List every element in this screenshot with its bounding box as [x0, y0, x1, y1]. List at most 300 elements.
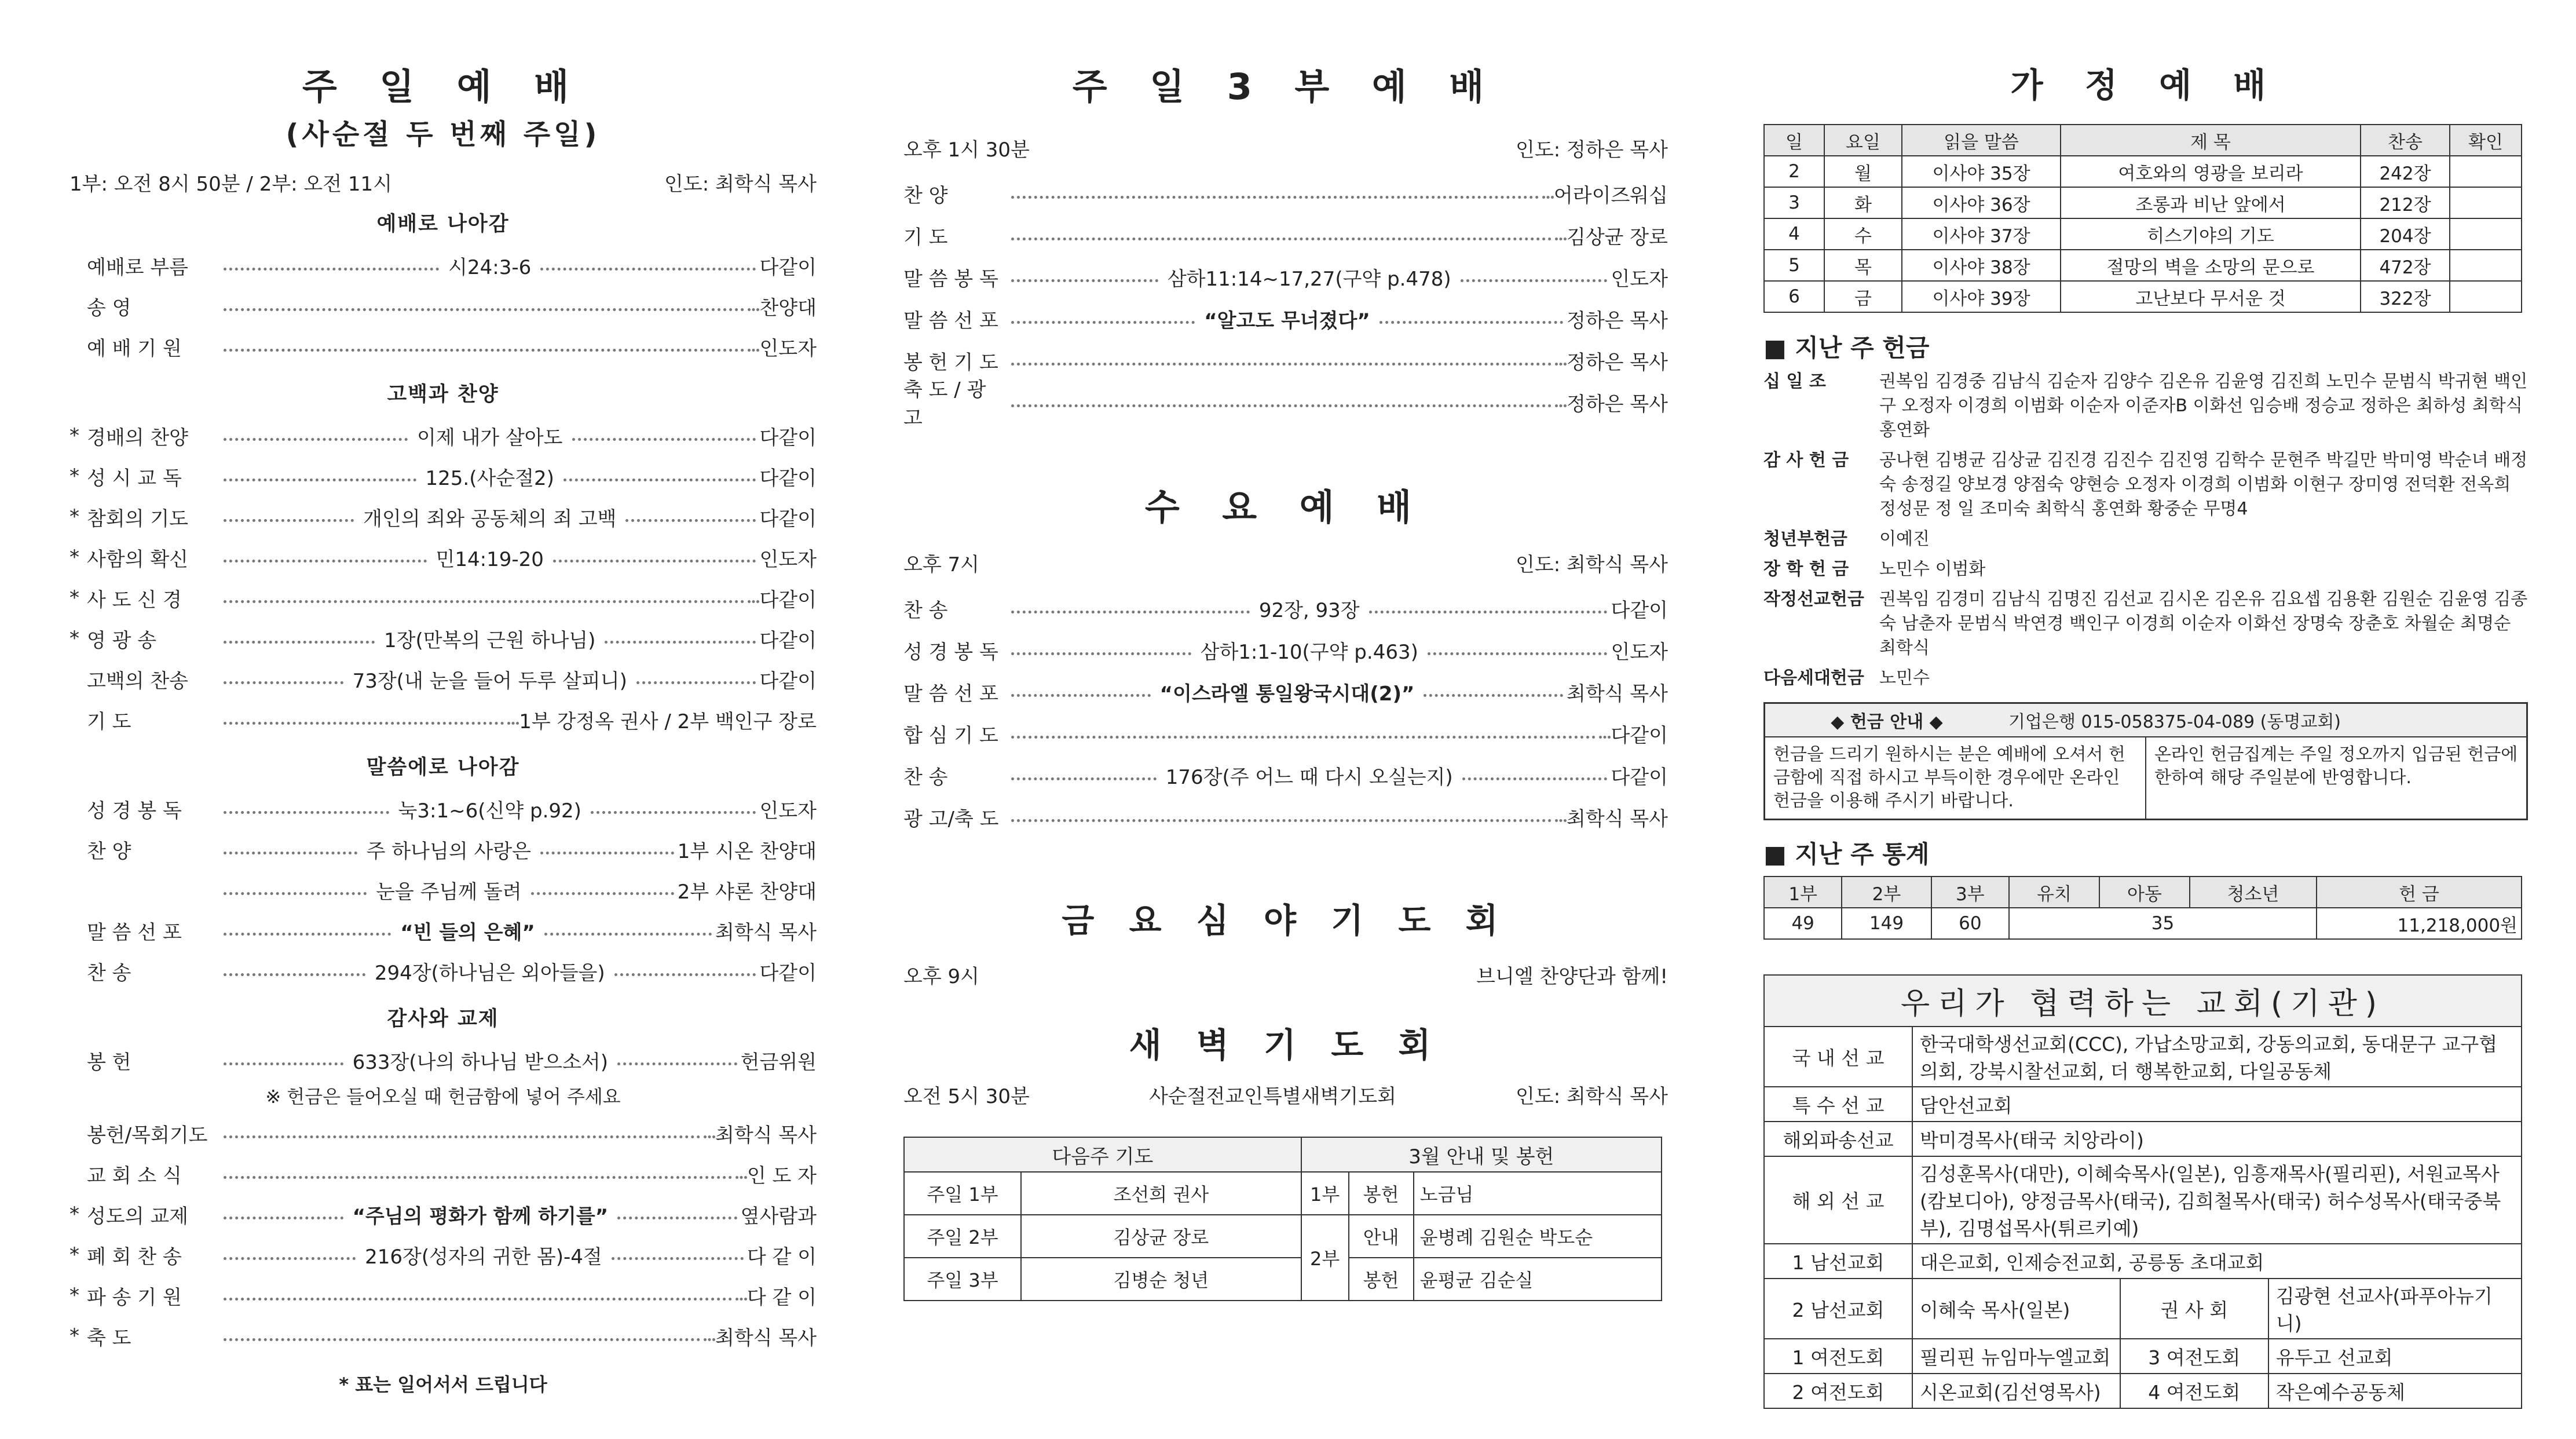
table-row: [1764, 1087, 2522, 1122]
friday-meta: [903, 960, 1668, 989]
order-item: [903, 173, 1668, 214]
family-worship-table: [1763, 124, 2522, 313]
order-item-person: 2부 샤론 찬양대: [677, 880, 817, 904]
order-item-person: 인도자: [1611, 267, 1668, 291]
order-item-person: 다같이: [759, 255, 817, 279]
dot-leader: [220, 1241, 747, 1269]
table-cell: 322장: [2361, 281, 2450, 312]
dot-leader: [220, 422, 759, 450]
order-item-content: 1장(만복의 근원 하나님): [384, 629, 596, 652]
order-item-label: 말 씀 봉 독: [903, 267, 998, 291]
standing-mark: *: [69, 1324, 79, 1347]
offering-names: 이예진: [1879, 529, 1930, 549]
sunday-service-column: [69, 0, 817, 1439]
partner-list: 한국대학생선교회(CCC), 가납소망교회, 강동의교회, 동대문구 교구협의회, 강북시찰선교회, 더 행복한교회, 다일공동체: [1912, 1027, 2522, 1087]
offering-type: 작정선교헌금: [1763, 589, 1864, 609]
offering-names: 권복임 김경미 김남식 김명진 김선교 김시온 김온유 김요셉 김용환 김원순 김윤영 김종숙 남춘자 문범식 박연경 백인구 이경희 이순자 이화선 장명숙 장춘호 차월순 최명순 최학식: [1879, 589, 2528, 658]
table-cell: 242장: [2361, 156, 2450, 187]
offerings-heading: ■ 지난 주 헌금: [1763, 334, 1930, 362]
order-item-person: 다같이: [1611, 765, 1668, 789]
order-item-label: 참회의 기도: [87, 507, 189, 531]
order-item-content: 125.(사순절2): [425, 466, 554, 490]
offering-group: [1763, 527, 2528, 552]
stats-header-cell: 청소년: [2190, 876, 2317, 908]
order-item-person: 옆사람과: [740, 1204, 817, 1228]
order-item-person: 다같이: [759, 629, 817, 652]
order-item-person: 인도자: [1611, 640, 1668, 664]
wednesday-time: 오후 7시: [903, 553, 979, 576]
order-item: [903, 713, 1668, 754]
section-heading-word: 말씀에로 나아감: [366, 756, 520, 779]
partner-category: 4 여전도회: [2120, 1374, 2268, 1408]
table-cell: [2450, 250, 2522, 281]
stats-header-cell: 유치: [2009, 876, 2099, 908]
table-row: [1764, 1339, 2522, 1374]
sunday-meta: [69, 168, 817, 196]
order-item-person: 1부 시온 찬양대: [677, 839, 817, 863]
section-heading-confession: 고백과 찬양: [387, 383, 499, 406]
order-item: [69, 286, 817, 326]
order-item: [69, 496, 817, 537]
order-item-label: 성 경 봉 독: [903, 640, 998, 664]
order-item-label: 고백의 찬송: [87, 669, 189, 693]
order-item-content: “이스라엘 통일왕국시대(2)”: [1159, 682, 1415, 706]
dot-leader: [1008, 732, 1611, 735]
order-item-person: 다같이: [759, 588, 817, 612]
order-item-label: 성도의 교제: [87, 1204, 189, 1228]
dawn-prayer-title: 새 벽 기 도 회: [1129, 1025, 1443, 1065]
order-item-label: 찬 송: [903, 765, 948, 789]
order-item: [69, 870, 817, 910]
partner-category: 1 여전도회: [1764, 1339, 1912, 1374]
col-day: 일: [1764, 125, 1824, 156]
order-item-person: 김상균 장로: [1566, 225, 1668, 249]
table-row: [1764, 281, 2522, 312]
offering-names: 공나현 김병균 김상균 김진경 김진수 김진영 김학수 문현주 박길만 박미영 박순녀 배정숙 송정길 양보경 양점숙 양현승 오정자 이경희 이범화 이현구 장미영 전덕환 전옥희 정성문 정 일 조미숙 최학식 홍연화 황중순 무명4: [1879, 450, 2528, 519]
order-item-content: 민14:19-20: [436, 547, 544, 571]
standing-mark: *: [69, 1284, 79, 1307]
table-row: [1764, 1244, 2522, 1279]
order-item-person: 다같이: [1611, 724, 1668, 747]
stats-value-cell: 60: [1931, 908, 2009, 939]
offering-note: ※ 헌금은 들어오실 때 헌금함에 넣어 주세요: [265, 1086, 621, 1108]
partner-category: 2 남선교회: [1764, 1279, 1912, 1339]
offering-guide-header: [1765, 704, 2526, 737]
order-item-content: 633장(나의 하나님 받으소서): [352, 1050, 609, 1074]
order-item-label: 예 배 기 원: [87, 337, 182, 360]
dot-leader: [1008, 263, 1611, 291]
order-item: [69, 951, 817, 991]
order-list-approach: [69, 245, 817, 367]
table-cell: 고난보다 무서운 것: [2061, 281, 2361, 312]
order-item-label: 예배로 부름: [87, 255, 189, 279]
order-item-person: 다 같 이: [747, 1285, 817, 1309]
prayer-table-header: [904, 1137, 1662, 1172]
order-item-person: 1부 강정옥 권사 / 2부 백인구 장로: [519, 710, 817, 733]
order-item-content: 92장, 93장: [1258, 598, 1360, 622]
dawn-leader: 인도: 최학식 목사: [1516, 1085, 1668, 1108]
order-item-content: 294장(하나님은 외아들을): [374, 961, 605, 985]
standing-mark: *: [69, 1203, 79, 1226]
standing-mark: *: [69, 465, 79, 488]
order-item-label: 봉헌/목회기도: [87, 1123, 208, 1147]
order-item-content: 삼하1:1-10(구약 p.463): [1200, 640, 1418, 664]
offering-group: [1763, 587, 2528, 660]
dot-leader: [1008, 401, 1567, 404]
wednesday-leader: 인도: 최학식 목사: [1516, 553, 1668, 576]
standing-mark: *: [69, 627, 79, 650]
order-item: [903, 214, 1668, 256]
info-column: [1763, 0, 2528, 1439]
order-item: [69, 537, 817, 578]
dot-leader: [1008, 678, 1567, 706]
offering-names: 노민수 이범화: [1879, 559, 1986, 579]
dot-leader: [1008, 305, 1567, 333]
order-item: [903, 339, 1668, 381]
order-item-person: 정하은 목사: [1566, 309, 1668, 333]
table-cell: 2: [1764, 156, 1824, 187]
order-item: [69, 456, 817, 496]
col-title: 제 목: [2061, 125, 2361, 156]
table-cell: 4: [1764, 218, 1824, 250]
order-item-person: 찬양대: [759, 296, 817, 320]
table-row: [904, 1215, 1662, 1258]
order-item-person: 다 같 이: [747, 1245, 817, 1269]
order-item: [69, 1040, 817, 1080]
col-check: 확인: [2450, 125, 2522, 156]
order-item-label: 찬 송: [87, 961, 131, 985]
partner-list: 유두고 선교회: [2268, 1339, 2522, 1374]
order-item-label: 말 씀 선 포: [903, 309, 998, 333]
order-item-label: 경배의 찬양: [87, 426, 189, 450]
order-item: [69, 415, 817, 456]
order-item: [69, 910, 817, 951]
dot-leader: [1008, 761, 1611, 790]
table-cell: 히스기야의 기도: [2061, 218, 2361, 250]
table-row: [1764, 1027, 2522, 1087]
col-hymn: 찬송: [2361, 125, 2450, 156]
order-item-label: 찬 송: [903, 598, 948, 622]
table-cell: 절망의 벽을 소망의 문으로: [2061, 250, 2361, 281]
stats-header-cell: 3부: [1931, 876, 2009, 908]
partner-category: 해 외 선 교: [1764, 1156, 1912, 1244]
order-item-label: 교 회 소 식: [87, 1164, 182, 1188]
offering-guide-right: 온라인 헌금집계는 주일 정오까지 입금된 헌금에 한하여 해당 주일분에 반영합니다.: [2154, 744, 2518, 788]
order-item-person: 최학식 목사: [715, 921, 817, 944]
order-item-person: 인도자: [759, 337, 817, 360]
order-item-person: 다같이: [759, 961, 817, 985]
stats-header-cell: 헌 금: [2317, 876, 2522, 908]
order-item: [903, 754, 1668, 796]
standing-mark: *: [69, 1243, 79, 1266]
dot-leader: [220, 916, 715, 945]
table-cell: 수: [1824, 218, 1902, 250]
order-item: [903, 298, 1668, 339]
partner-list: 대은교회, 인제승전교회, 공릉동 초대교회: [1912, 1244, 2522, 1279]
dot-leader: [220, 665, 759, 693]
dot-leader: [1008, 594, 1611, 623]
dot-leader: [220, 1335, 715, 1338]
order-item: [69, 659, 817, 699]
order-item-label: 성 시 교 독: [87, 466, 182, 490]
order-item-label: 찬 양: [87, 839, 131, 863]
dot-leader: [1008, 192, 1554, 195]
order-item: [69, 326, 817, 367]
order-item: [903, 796, 1668, 838]
dot-leader: [220, 251, 759, 280]
table-cell: 이사야 39장: [1902, 281, 2061, 312]
order-item: [69, 1275, 817, 1316]
order-item-person: 어라이즈워십: [1553, 184, 1668, 207]
order-item-content: “빈 들의 은혜”: [400, 921, 535, 944]
order-item-label: 기 도: [87, 710, 131, 733]
section-heading-thanks: 감사와 교제: [387, 1007, 499, 1031]
dot-leader: [220, 345, 759, 348]
offering-type: 장 학 헌 금: [1763, 559, 1849, 579]
dot-leader: [220, 718, 519, 721]
order-item-content: 176장(주 어느 때 다시 오실는지): [1165, 765, 1453, 789]
friday-time: 오후 9시: [903, 965, 979, 988]
family-table-body: [1764, 156, 2522, 312]
stats-value-cell: 49: [1764, 908, 1842, 939]
order-item-person: 다같이: [759, 507, 817, 531]
order-item-person: 다같이: [759, 466, 817, 490]
dawn-desc: 사순절전교인특별새벽기도회: [1148, 1085, 1396, 1108]
order-item-person: 최학식 목사: [1566, 807, 1668, 831]
standing-mark: *: [69, 586, 79, 609]
order-item-content: 이제 내가 살아도: [416, 426, 563, 450]
offering-guide-title: ◆ 헌금 안내 ◆: [1831, 712, 1943, 732]
dot-leader: [220, 503, 759, 531]
family-table-header: [1764, 125, 2522, 156]
table-cell: 목: [1824, 250, 1902, 281]
order-item-label: 봉 헌: [87, 1050, 131, 1074]
order-item: [69, 1235, 817, 1275]
third-service-order: [903, 173, 1668, 430]
order-item-person: 인 도 자: [747, 1164, 817, 1188]
partner-category: 3 여전도회: [2120, 1339, 2268, 1374]
dot-leader: [1008, 816, 1567, 819]
stats-heading: ■ 지난 주 통계: [1763, 840, 1930, 868]
dot-leader: [220, 597, 759, 600]
offering-group: [1763, 666, 2528, 691]
order-item-label: 축 도: [87, 1326, 131, 1350]
dot-leader: [220, 795, 759, 823]
table-row: [1764, 1122, 2522, 1156]
table-cell: 212장: [2361, 187, 2450, 218]
prayer-person: 김병순 청년: [1021, 1258, 1301, 1301]
order-item-label: 영 광 송: [87, 629, 157, 652]
dot-leader: [220, 876, 678, 904]
table-cell: 472장: [2361, 250, 2450, 281]
order-item: [69, 578, 817, 618]
third-service-time: 오후 1시 30분: [903, 138, 1030, 162]
order-item-content: 216장(성자의 귀한 몸)-4절: [365, 1245, 602, 1269]
order-item-content: “주님의 평화가 함께 하기를”: [352, 1204, 609, 1228]
order-item-content: 삼하11:14~17,27(구약 p.478): [1167, 267, 1451, 291]
order-item-content: 주 하나님의 사랑은: [366, 839, 532, 863]
order-item-label: 사 도 신 경: [87, 588, 182, 612]
order-item-label: 축 도 / 광 고: [903, 378, 986, 430]
partner-list: 김광현 선교사(파푸아뉴기니): [2268, 1279, 2522, 1339]
table-row: [1764, 250, 2522, 281]
order-item-content: 개인의 죄와 공동체의 죄 고백: [363, 507, 617, 531]
service-part: 1부: [1301, 1172, 1349, 1215]
order-item: [69, 245, 817, 286]
offering-type: 청년부헌금: [1763, 529, 1847, 549]
partner-list: 작은예수공동체: [2268, 1374, 2522, 1408]
section-heading-approach: 예배로 나아감: [376, 213, 510, 236]
dot-leader: [220, 957, 759, 985]
sunday-leader: 인도: 최학식 목사: [664, 173, 817, 196]
table-cell: 204장: [2361, 218, 2450, 250]
order-item-label: 기 도: [903, 225, 948, 249]
dot-leader: [220, 305, 759, 308]
duty: 봉헌: [1349, 1172, 1414, 1215]
other-services-column: [903, 0, 1668, 1439]
table-row: [904, 1258, 1662, 1301]
stats-value-cell: 11,218,000원: [2317, 908, 2522, 939]
order-item-label: 찬 양: [903, 184, 948, 207]
partners-body: [1764, 1027, 2522, 1408]
offering-type: 십 일 조: [1763, 371, 1826, 392]
table-cell: 조롱과 비난 앞에서: [2061, 187, 2361, 218]
order-item-person: 헌금위원: [740, 1050, 817, 1074]
offering-guide-body: [1765, 737, 2526, 819]
stats-header-cell: 2부: [1842, 876, 1931, 908]
stats-header-row: [1764, 876, 2522, 908]
order-item: [69, 1194, 817, 1235]
offering-type: 감 사 헌 금: [1763, 450, 1849, 470]
order-item-content: 눅3:1~6(신약 p.92): [398, 799, 581, 823]
partner-category: 1 남선교회: [1764, 1244, 1912, 1279]
table-cell: 3: [1764, 187, 1824, 218]
order-item-label: 광 고/축 도: [903, 807, 999, 831]
order-item-label: 송 영: [87, 296, 131, 320]
partner-category: 권 사 회: [2120, 1279, 2268, 1339]
duty: 안내: [1349, 1215, 1414, 1258]
order-item-label: 말 씀 선 포: [903, 682, 998, 706]
table-row: [1764, 156, 2522, 187]
order-list-closing: [69, 1113, 817, 1356]
sunday-subtitle: (사순절 두 번째 주일): [286, 118, 601, 151]
offerings-list: [1763, 370, 2528, 691]
table-cell: 금: [1824, 281, 1902, 312]
offering-group: [1763, 448, 2528, 521]
partner-list: 필리핀 뉴임마누엘교회: [1912, 1339, 2120, 1374]
order-item: [69, 1316, 817, 1356]
order-item-label: 말 씀 선 포: [87, 921, 182, 944]
dot-leader: [220, 1046, 741, 1075]
order-item-person: 정하은 목사: [1566, 392, 1668, 416]
partner-category: 특 수 선 교: [1764, 1087, 1912, 1122]
table-row: [1764, 1279, 2522, 1339]
dot-leader: [220, 543, 759, 572]
table-cell: 5: [1764, 250, 1824, 281]
table-row: [1764, 187, 2522, 218]
order-item-content: 시24:3-6: [448, 255, 532, 279]
prayer-guide-table: [903, 1137, 1662, 1301]
partners-table: [1763, 1026, 2522, 1409]
order-item-content: 눈을 주님께 돌려: [376, 880, 522, 904]
order-item-content: “알고도 무너졌다”: [1204, 309, 1370, 333]
table-cell: 월: [1824, 156, 1902, 187]
offering-group: [1763, 557, 2528, 582]
table-row: [1764, 218, 2522, 250]
order-item-person: 정하은 목사: [1566, 350, 1668, 374]
dot-leader: [1008, 359, 1567, 362]
offering-names: 노민수: [1879, 668, 1930, 688]
dot-leader: [1008, 636, 1611, 664]
table-cell: [2450, 281, 2522, 312]
order-item-content: 73장(내 눈을 들어 두루 살피니): [352, 669, 627, 693]
prayer-person: 조선희 권사: [1021, 1172, 1301, 1215]
order-list-confession: [69, 415, 817, 740]
order-item: [69, 699, 817, 740]
stats-value-cell: 35: [2009, 908, 2317, 939]
order-item-person: 다같이: [759, 426, 817, 450]
order-item: [903, 587, 1668, 629]
stats-header-cell: 아동: [2099, 876, 2190, 908]
order-item-label: 봉 헌 기 도: [903, 350, 998, 374]
wednesday-service-order: [903, 587, 1668, 838]
stats-header-cell: 1부: [1764, 876, 1842, 908]
offering-names: 권복임 김경중 김남식 김순자 김양수 김온유 김윤영 김진희 노민수 문범식 박귀현 백인구 오정자 이경희 이범화 이순자 이준자B 이화선 임승배 정승교 정하은 최하성 최학식 홍연화: [1879, 371, 2528, 440]
prayer-slot: 주일 3부: [904, 1258, 1021, 1301]
offering-account: 기업은행 015-058375-04-089 (동명교회): [2008, 712, 2341, 732]
prayer-person: 김상균 장로: [1021, 1215, 1301, 1258]
wednesday-meta: [903, 549, 1668, 577]
table-cell: 여호와의 영광을 보리라: [2061, 156, 2361, 187]
table-row: [904, 1172, 1662, 1215]
service-part: 2부: [1301, 1215, 1349, 1301]
friday-prayer-title: 금 요 심 야 기 도 회: [1062, 901, 1510, 940]
duty-people: 윤평균 김순실: [1414, 1258, 1662, 1301]
order-item-label: 합 심 기 도: [903, 724, 998, 747]
offering-type: 다음세대헌금: [1763, 668, 1864, 688]
order-item: [69, 618, 817, 659]
stats-table: [1763, 876, 2522, 940]
dot-leader: [220, 624, 759, 653]
prayer-header-march: 3월 안내 및 봉헌: [1301, 1137, 1662, 1172]
dawn-time: 오전 5시 30분: [903, 1085, 1030, 1108]
prayer-header-next: 다음주 기도: [904, 1137, 1301, 1172]
order-item: [903, 629, 1668, 671]
order-item: [903, 256, 1668, 298]
table-row: [1764, 1156, 2522, 1244]
duty-people: 노금님: [1414, 1172, 1662, 1215]
partner-list: 김성훈목사(대만), 이혜숙목사(일본), 임흥재목사(필리핀), 서원교목사(캄보디아), 양정금목사(태국), 김희철목사(태국) 허수성목사(태국중북부), 김명섭목사(튀르키예): [1912, 1156, 2522, 1244]
stats-value-row: [1764, 908, 2522, 939]
dot-leader: [220, 1200, 741, 1229]
dot-leader: [220, 1294, 747, 1297]
order-item-label: 성 경 봉 독: [87, 799, 182, 823]
order-item: [69, 788, 817, 829]
sunday-time: 1부: 오전 8시 50분 / 2부: 오전 11시: [69, 173, 393, 196]
standing-mark: *: [69, 505, 79, 528]
dot-leader: [220, 462, 759, 491]
order-item-label: 폐 회 찬 송: [87, 1245, 182, 1269]
table-cell: 이사야 36장: [1902, 187, 2061, 218]
col-reading: 읽을 말씀: [1902, 125, 2061, 156]
partners-title: 우리가 협력하는 교회(기관): [1763, 974, 2522, 1026]
family-worship-title: 가 정 예 배: [2010, 65, 2281, 105]
order-item: [69, 1113, 817, 1153]
third-service-meta: [903, 134, 1668, 162]
prayer-slot: 주일 1부: [904, 1172, 1021, 1215]
standing-footnote: * 표는 일어서서 드립니다: [339, 1374, 547, 1396]
order-item: [903, 378, 1668, 430]
